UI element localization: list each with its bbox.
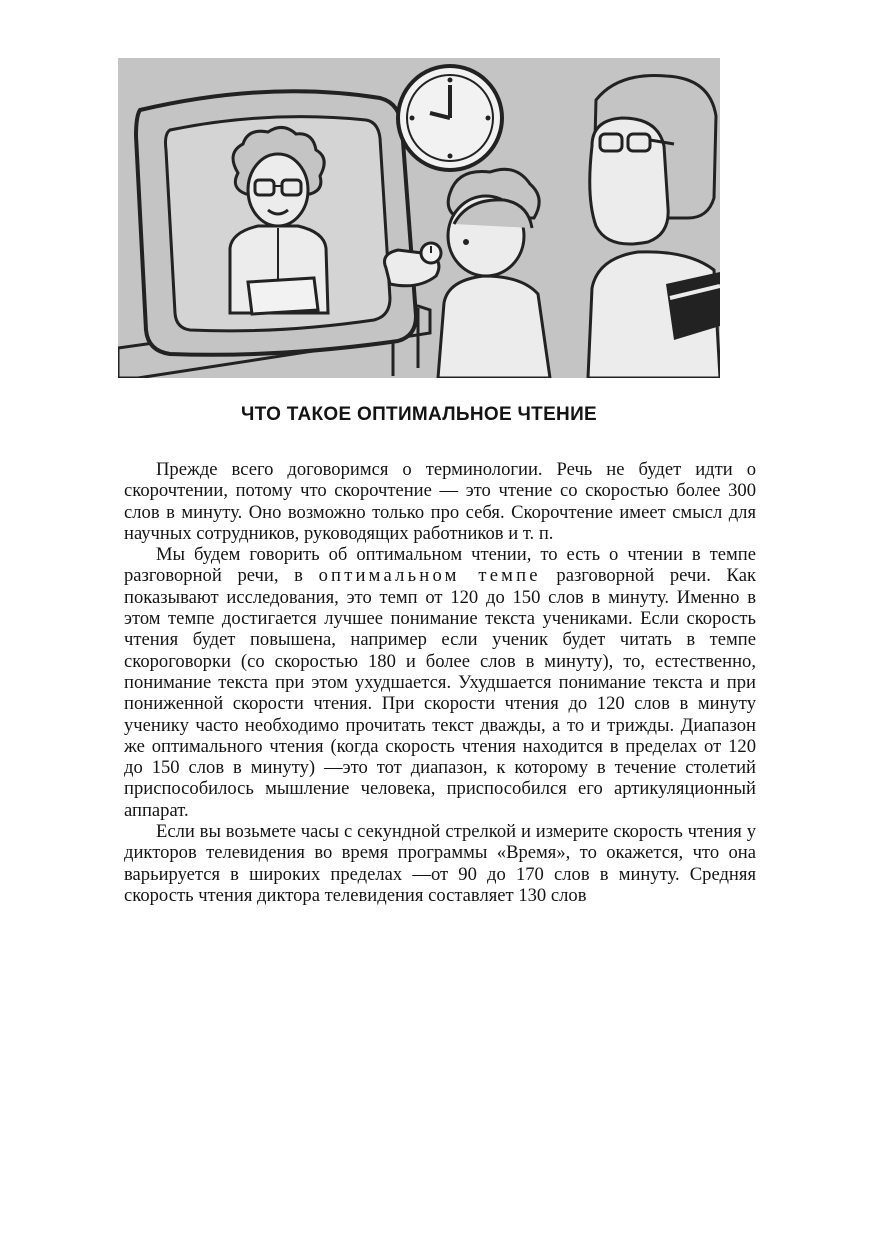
spaced-emphasis: оптимальном темпе: [318, 565, 541, 587]
page-title: ЧТО ТАКОЕ ОПТИМАЛЬНОЕ ЧТЕНИЕ: [241, 404, 597, 425]
paragraph-text: Мы будем говорить об оптимальном чтении, то есть о чтении в темпе разговорной речи, в: [124, 544, 756, 587]
illustration: [118, 58, 720, 378]
illustration-drawing: [118, 58, 720, 378]
paragraph-text: разговорной речи. Как показывают исследования, это темп от 120 до 150 слов в минуту. Именно в этом темпе достигается лучшее понимание текста учениками. Если скорость чтения будет повышена, например если ученик будет читать в темпе скороговорки (со скоростью 180 и более слов в минуту), то, естественно, понимание текста при этом ухудшается. Ухудшается понимание текста и при пониженной скорости чтения. При скорости чтения до 120 слов в минуту ученику часто необходимо прочитать текст дважды, а то и трижды. Диапазон же оптимального чтения (когда скорость чтения находится в пределах от 120 до 150 слов в минуту) —это тот диапазон, к которому в течение столетий приспособилось мышление человека, приспособился его артикуляционный аппарат.: [124, 565, 756, 821]
paragraph: Если вы возьмете часы с секундной стрелкой и измерите скорость чтения у дикторов телевидения во время программы «Время», то окажется, что она варьируется в широких пределах —от 90 до 170 слов в минуту. Средняя скорость чтения диктора телевидения составляет 130 слов: [124, 821, 756, 906]
paragraph: Прежде всего договоримся о терминологии. Речь не будет идти о скорочтении, потому что скорочтение — это чтение со скоростью более 300 слов в минуту. Оно возможно только про себя. Скорочтение имеет смысл для научных сотрудников, руководящих работников и т. п.: [124, 459, 756, 544]
wall-clock: [398, 66, 502, 170]
body-text: [124, 459, 756, 906]
paragraph: [124, 544, 756, 821]
